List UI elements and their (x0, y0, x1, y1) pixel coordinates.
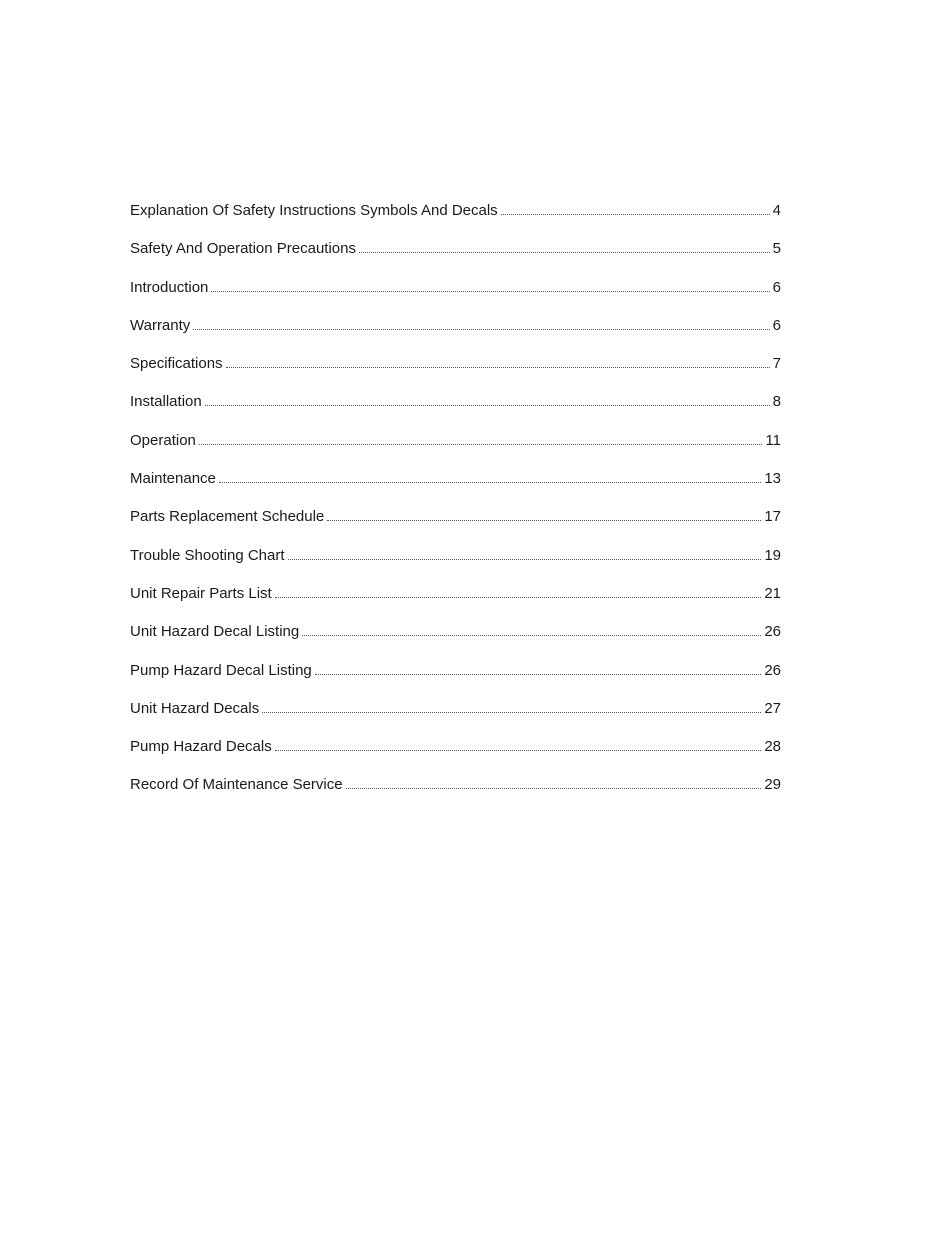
toc-entry[interactable] (130, 197, 781, 235)
toc-entry-page: 26 (764, 661, 781, 679)
toc-entry[interactable] (130, 235, 781, 273)
toc-entry-page: 27 (764, 699, 781, 717)
toc-dot-leader (359, 252, 770, 253)
toc-dot-leader (205, 405, 770, 406)
toc-entry-page: 26 (764, 623, 781, 641)
toc-entry-title: Trouble Shooting Chart (130, 546, 285, 564)
toc-dot-leader (262, 712, 761, 713)
toc-entry[interactable] (130, 733, 781, 771)
toc-entry-page: 7 (772, 355, 781, 373)
toc-entry-title: Maintenance (130, 470, 216, 488)
toc-dot-leader (275, 597, 762, 598)
toc-entry-page: 21 (764, 584, 781, 602)
toc-entry[interactable] (130, 427, 781, 465)
toc-entry-page: 28 (764, 738, 781, 756)
toc-dot-leader (226, 367, 770, 368)
toc-entry-page: 6 (772, 316, 781, 334)
toc-entry-title: Operation (130, 431, 196, 449)
toc-entry-title: Unit Repair Parts List (130, 584, 272, 602)
toc-entry-title: Pump Hazard Decals (130, 738, 272, 756)
toc-dot-leader (327, 520, 761, 521)
toc-entry[interactable] (130, 312, 781, 350)
toc-entry-page: 4 (772, 202, 781, 219)
toc-dot-leader (193, 329, 769, 330)
toc-entry[interactable] (130, 695, 781, 733)
toc-dot-leader (501, 214, 770, 215)
toc-entry-page: 5 (772, 240, 781, 258)
toc-entry[interactable] (130, 465, 781, 503)
toc-entry[interactable] (130, 771, 781, 809)
toc-entry-title: Introduction (130, 278, 209, 296)
toc-entry[interactable] (130, 657, 781, 695)
toc-entry-page: 13 (764, 470, 781, 488)
table-of-contents (130, 197, 781, 810)
toc-entry-page: 17 (764, 508, 781, 526)
toc-entry[interactable] (130, 388, 781, 426)
toc-entry-page: 8 (772, 393, 781, 411)
toc-dot-leader (288, 559, 762, 560)
toc-entry-title: Explanation Of Safety Instructions Symbols And Decals (130, 202, 498, 219)
toc-entry-title: Parts Replacement Schedule (130, 508, 325, 526)
toc-entry-title: Safety And Operation Precautions (130, 240, 356, 258)
toc-entry[interactable] (130, 618, 781, 656)
toc-dot-leader (199, 444, 763, 445)
toc-dot-leader (315, 674, 762, 675)
toc-entry-page: 11 (765, 431, 781, 449)
toc-dot-leader (211, 291, 769, 292)
toc-entry-title: Warranty (130, 316, 191, 334)
toc-entry-page: 19 (764, 546, 781, 564)
toc-entry[interactable] (130, 503, 781, 541)
toc-dot-leader (302, 635, 761, 636)
toc-entry-page: 6 (772, 278, 781, 296)
toc-dot-leader (346, 788, 762, 789)
toc-entry-title: Unit Hazard Decal Listing (130, 623, 300, 641)
toc-entry-title: Specifications (130, 355, 223, 373)
toc-entry-title: Unit Hazard Decals (130, 699, 260, 717)
toc-entry[interactable] (130, 580, 781, 618)
toc-entry-title: Pump Hazard Decal Listing (130, 661, 312, 679)
toc-entry-page: 29 (764, 776, 781, 794)
toc-entry-title: Installation (130, 393, 202, 411)
toc-entry-title: Record Of Maintenance Service (130, 776, 343, 794)
toc-entry[interactable] (130, 542, 781, 580)
toc-entry[interactable] (130, 274, 781, 312)
toc-entry[interactable] (130, 350, 781, 388)
toc-dot-leader (275, 750, 762, 751)
toc-dot-leader (219, 482, 761, 483)
